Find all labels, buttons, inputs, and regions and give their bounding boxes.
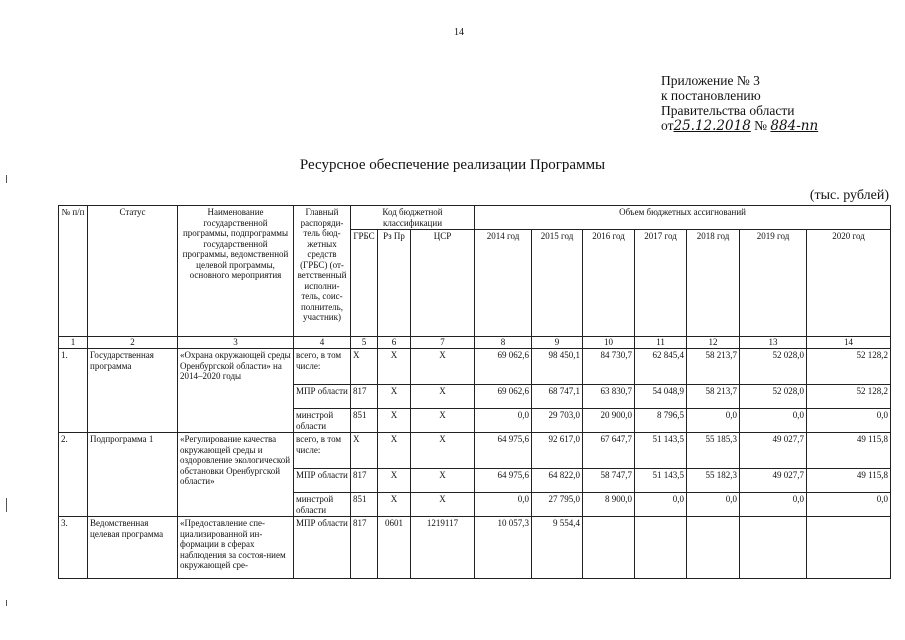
appendix-line: Приложение № 3 xyxy=(661,73,760,88)
column-number: 9 xyxy=(532,337,583,349)
row-number: 2. xyxy=(59,433,88,517)
column-number-row xyxy=(59,337,891,349)
column-number: 14 xyxy=(807,337,891,349)
column-number: 6 xyxy=(378,337,411,349)
code-rzpr: Х xyxy=(378,433,411,469)
scan-edge-mark xyxy=(6,498,7,512)
value-2017: 51 143,5 xyxy=(635,433,687,469)
value-2019: 49 027,7 xyxy=(740,469,807,493)
column-number: 4 xyxy=(294,337,351,349)
units-label: (тыс. рублей) xyxy=(809,188,889,203)
value-2018: 58 213,7 xyxy=(687,385,740,409)
code-csr: 1219117 xyxy=(411,517,475,579)
value-2020: 52 128,2 xyxy=(807,385,891,409)
value-2015: 98 450,1 xyxy=(532,349,583,385)
row-grbs: МПР области xyxy=(294,469,351,493)
row-grbs: МПР области xyxy=(294,385,351,409)
column-number: 12 xyxy=(687,337,740,349)
value-2019: 52 028,0 xyxy=(740,385,807,409)
value-2018: 0,0 xyxy=(687,409,740,433)
value-2015: 92 617,0 xyxy=(532,433,583,469)
value-2014: 0,0 xyxy=(475,409,532,433)
value-2017: 54 048,9 xyxy=(635,385,687,409)
code-rzpr: 0601 xyxy=(378,517,411,579)
header-num: № п/п xyxy=(59,206,88,337)
value-2020: 0,0 xyxy=(807,409,891,433)
document-title: Ресурсное обеспечение реализации Программы xyxy=(299,157,606,173)
column-number: 10 xyxy=(583,337,635,349)
header-year: 2018 год xyxy=(687,230,740,337)
value-empty xyxy=(807,517,891,579)
header-year: 2020 год xyxy=(807,230,891,337)
code-grbs: 851 xyxy=(351,409,378,433)
code-rzpr: Х xyxy=(378,493,411,517)
value-2014: 10 057,3 xyxy=(475,517,532,579)
value-2019: 49 027,7 xyxy=(740,433,807,469)
row-grbs: минстрой области xyxy=(294,409,351,433)
value-2016: 8 900,0 xyxy=(583,493,635,517)
row-grbs: всего, в том числе: xyxy=(294,349,351,385)
code-rzpr: Х xyxy=(378,409,411,433)
column-number: 2 xyxy=(88,337,178,349)
value-2015: 27 795,0 xyxy=(532,493,583,517)
table-row xyxy=(59,517,891,579)
value-2018: 55 185,3 xyxy=(687,433,740,469)
code-grbs: 851 xyxy=(351,493,378,517)
row-grbs: всего, в том числе: xyxy=(294,433,351,469)
budget-table xyxy=(58,205,891,579)
value-empty xyxy=(740,517,807,579)
column-number: 1 xyxy=(59,337,88,349)
value-2014: 64 975,6 xyxy=(475,433,532,469)
date-prefix: от xyxy=(661,118,674,133)
code-grbs: 817 xyxy=(351,385,378,409)
header-code-rzpr: Рз Пр xyxy=(378,230,411,337)
column-number: 13 xyxy=(740,337,807,349)
column-number: 5 xyxy=(351,337,378,349)
appendix-block xyxy=(661,73,818,134)
value-empty xyxy=(583,517,635,579)
value-2019: 0,0 xyxy=(740,409,807,433)
value-2020: 0,0 xyxy=(807,493,891,517)
header-volume-group: Объем бюджетных ассигнований xyxy=(475,206,891,230)
code-rzpr: Х xyxy=(378,469,411,493)
handwritten-number: 884-пп xyxy=(770,118,819,134)
value-2015: 29 703,0 xyxy=(532,409,583,433)
value-2017: 0,0 xyxy=(635,493,687,517)
value-2018: 55 182,3 xyxy=(687,469,740,493)
code-grbs: Х xyxy=(351,349,378,385)
table-row xyxy=(59,433,891,469)
header-code-csr: ЦСР xyxy=(411,230,475,337)
code-csr: Х xyxy=(411,433,475,469)
value-2016: 63 830,7 xyxy=(583,385,635,409)
value-empty xyxy=(635,517,687,579)
value-2015: 9 554,4 xyxy=(532,517,583,579)
code-rzpr: Х xyxy=(378,349,411,385)
row-grbs: МПР области xyxy=(294,517,351,579)
value-2017: 51 143,5 xyxy=(635,469,687,493)
value-2016: 67 647,7 xyxy=(583,433,635,469)
header-code-grbs: ГРБС xyxy=(351,230,378,337)
value-2016: 20 900,0 xyxy=(583,409,635,433)
value-2019: 0,0 xyxy=(740,493,807,517)
header-grbs: Главный распоряди-тель бюд-жетных средств (ГРБС) (от-ветственный исполни-тель, соис-полнитель, участник) xyxy=(294,206,351,337)
header-status: Статус xyxy=(88,206,178,337)
row-status: Государственная программа xyxy=(88,349,178,433)
scan-edge-mark xyxy=(6,175,7,183)
header-name: Наименование государственной программы, подпрограммы государственной программы, ведомственной целевой программы, основного мероприятия xyxy=(178,206,294,337)
page-number: 14 xyxy=(454,27,464,38)
row-name: «Предоставление спе-циализированной ин-формации в сферах наблюдения за состоя-нием окружающей сре- xyxy=(178,517,294,579)
value-2017: 8 796,5 xyxy=(635,409,687,433)
column-number: 8 xyxy=(475,337,532,349)
code-grbs: 817 xyxy=(351,517,378,579)
value-2018: 0,0 xyxy=(687,493,740,517)
row-number: 1. xyxy=(59,349,88,433)
value-2020: 49 115,8 xyxy=(807,469,891,493)
header-year: 2017 год xyxy=(635,230,687,337)
code-csr: Х xyxy=(411,349,475,385)
column-number: 11 xyxy=(635,337,687,349)
value-2014: 64 975,6 xyxy=(475,469,532,493)
value-2014: 69 062,6 xyxy=(475,349,532,385)
row-grbs: минстрой области xyxy=(294,493,351,517)
header-year: 2014 год xyxy=(475,230,532,337)
code-csr: Х xyxy=(411,469,475,493)
value-2015: 68 747,1 xyxy=(532,385,583,409)
row-name: «Охрана окружающей среды Оренбургской области» на 2014–2020 годы xyxy=(178,349,294,433)
code-csr: Х xyxy=(411,385,475,409)
row-status: Ведомственная целевая программа xyxy=(88,517,178,579)
value-2014: 69 062,6 xyxy=(475,385,532,409)
value-empty xyxy=(687,517,740,579)
header-year: 2015 год xyxy=(532,230,583,337)
code-csr: Х xyxy=(411,493,475,517)
header-year: 2019 год xyxy=(740,230,807,337)
scan-edge-mark xyxy=(6,600,7,606)
value-2020: 52 128,2 xyxy=(807,349,891,385)
value-2014: 0,0 xyxy=(475,493,532,517)
number-prefix: № xyxy=(754,118,768,133)
column-number: 7 xyxy=(411,337,475,349)
table-row xyxy=(59,349,891,385)
code-grbs: 817 xyxy=(351,469,378,493)
value-2019: 52 028,0 xyxy=(740,349,807,385)
row-name: «Регулирование качества окружающей среды и оздоровление экологической обстановки Оренбургской области» xyxy=(178,433,294,517)
value-2018: 58 213,7 xyxy=(687,349,740,385)
code-csr: Х xyxy=(411,409,475,433)
value-2017: 62 845,4 xyxy=(635,349,687,385)
code-rzpr: Х xyxy=(378,385,411,409)
value-2016: 84 730,7 xyxy=(583,349,635,385)
appendix-date-line xyxy=(661,118,818,134)
value-2020: 49 115,8 xyxy=(807,433,891,469)
appendix-line: Правительства области xyxy=(661,103,795,118)
row-number: 3. xyxy=(59,517,88,579)
row-status: Подпрограмма 1 xyxy=(88,433,178,517)
appendix-line: к постановлению xyxy=(661,88,761,103)
code-grbs: Х xyxy=(351,433,378,469)
handwritten-date: 25.12.2018 xyxy=(673,118,751,134)
column-number: 3 xyxy=(178,337,294,349)
value-2016: 58 747,7 xyxy=(583,469,635,493)
header-code-group: Код бюджетной классификации xyxy=(351,206,475,230)
header-year: 2016 год xyxy=(583,230,635,337)
value-2015: 64 822,0 xyxy=(532,469,583,493)
